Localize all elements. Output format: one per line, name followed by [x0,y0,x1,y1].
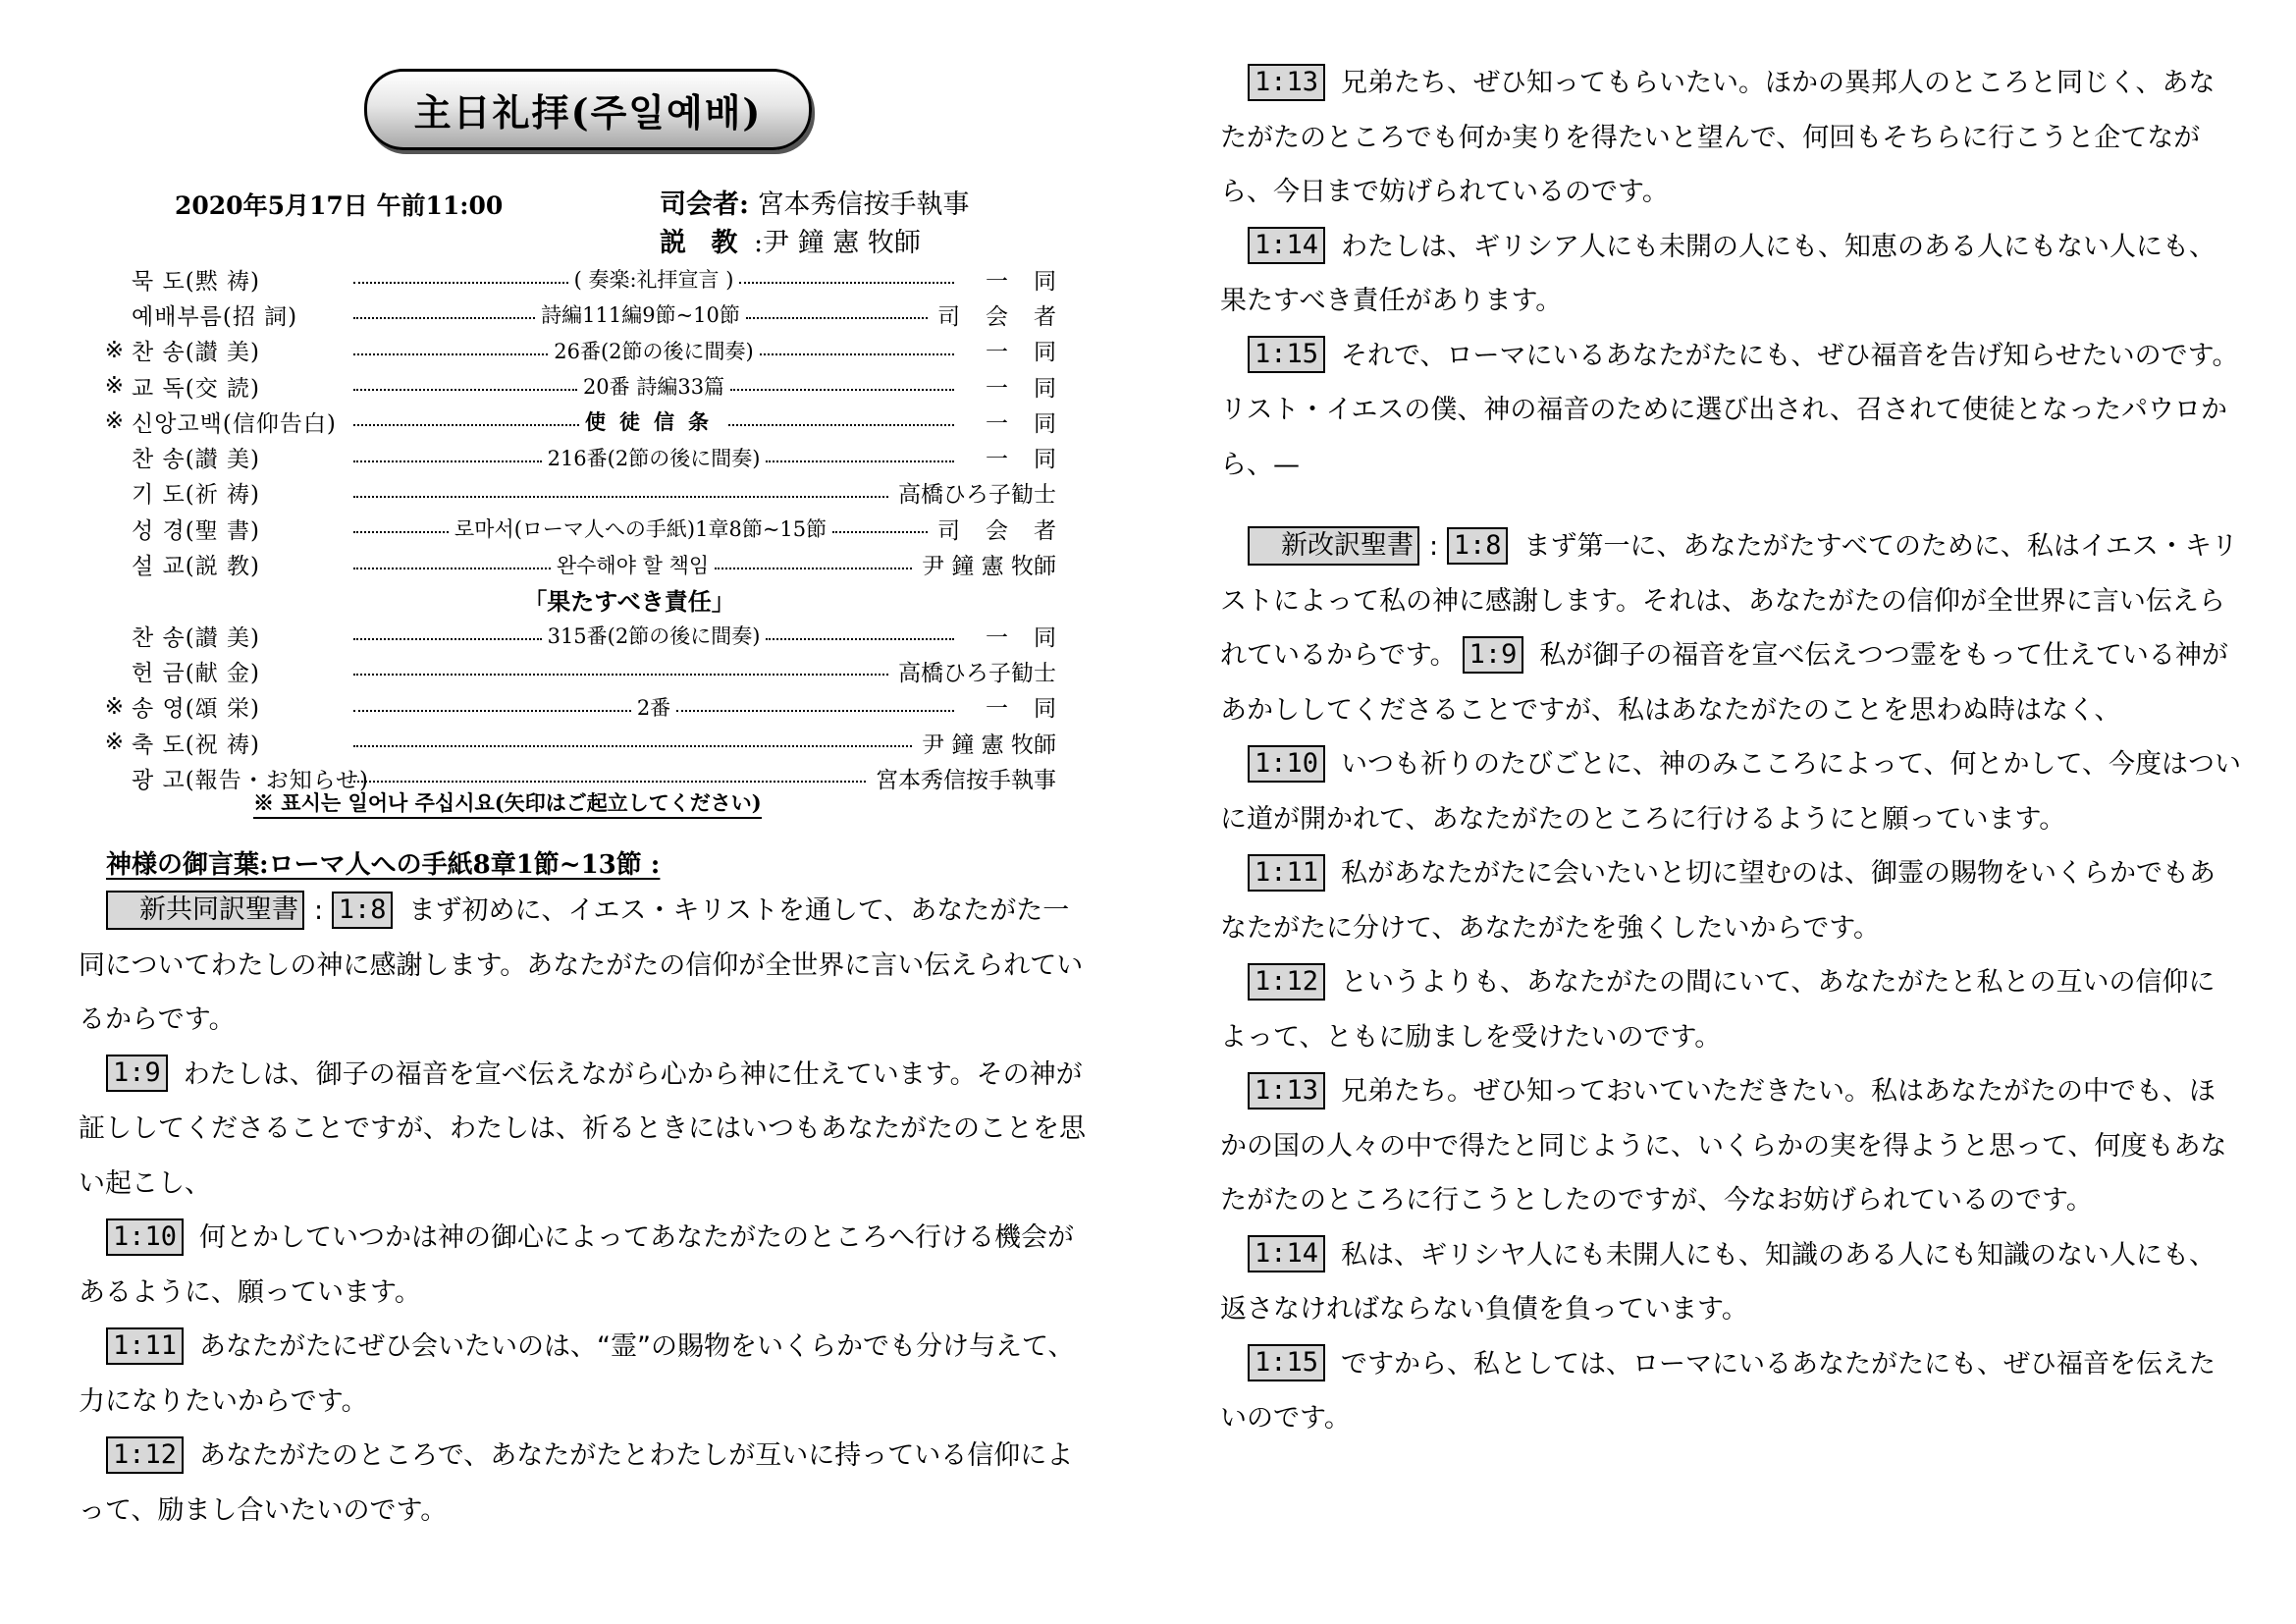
preacher-line [660,221,921,259]
order-item-leader: 宮本秀信按手執事 [876,767,1056,793]
reading-heading: 神様の御言葉:ローマ人への手紙8章1節~13節 : [106,850,661,880]
order-item-content: 완수해야 할 책임 [556,553,710,577]
verse-number: 1:8 [332,892,394,929]
preacher-name: :尹 鐘 憲 牧師 [754,228,921,258]
leader-dots [766,638,954,640]
leader-dots [353,282,568,284]
order-item-detail [347,264,960,294]
order-item-leader: 司会者 [937,517,1082,544]
order-row [84,404,1082,439]
leader-dots [353,781,866,783]
order-row [84,511,1082,546]
order-row [84,439,1082,474]
order-row [84,618,1082,653]
section-gap [1220,492,2241,519]
order-item-leader: 一同 [986,447,1082,473]
order-item-detail [347,692,960,722]
order-item-detail [347,741,918,743]
order-item-detail [347,621,960,650]
standing-note: ※ 표시는 일어나 주십시요(矢印はご起立してください) [253,787,762,819]
order-item-content: 20番 詩編33篇 [582,375,725,400]
verse-paragraph [79,1320,1088,1429]
order-row [84,653,1056,688]
order-item-content: 2番 [636,695,671,720]
verse-text: あなたがたのところで、あなたがたとわたしが互いに持っている信仰によって、励まし合いたいのです。 [79,1440,1074,1526]
bible-version-label: 新改訳聖書 [1248,526,1419,566]
leader-dots [739,282,954,284]
order-row [84,368,1082,404]
order-item-detail [347,336,960,365]
order-item-name: 송 영(頌 栄) [132,696,261,723]
verse-text: それで、ローマにいるあなたがたにも、ぜひ福音を告げ知らせたいのです。リスト・イエスの僕、神の福音のために選び出され、召されて使徒となったパウロから、— [1220,340,2239,480]
order-item-leader: 一同 [986,375,1082,402]
order-item-name: 광 고(報告・お知らせ) [132,767,370,793]
verse-text: まず初めに、イエス・キリストを通して、あなたがた一同についてわたしの神に感謝します。あなたがたの信仰が全世界に言い伝えられているからです。 [79,895,1084,1035]
verse-paragraph [1220,1337,2241,1446]
verse-text: あなたがたにぜひ会いたいのは、“霊”の賜物をいくらかでも分け与えて、力になりたいからです。 [79,1331,1075,1417]
leader-dots [353,424,579,426]
order-item-detail [347,406,960,436]
leader-dots [353,531,449,533]
left-verse-block [79,884,1088,1538]
order-item-name: 찬 송(讃 美) [132,624,261,651]
leader-dots [746,317,928,319]
verse-paragraph [1220,955,2241,1064]
order-item-name: 교 독(交 読) [132,375,261,402]
verse-paragraph [79,1429,1088,1538]
verse-number: 1:13 [1248,64,1325,101]
verse-paragraph [1220,846,2241,955]
order-item-name: 찬 송(讃 美) [132,447,261,473]
verse-paragraph: 新改訳聖書 : 1:8 まず第一に、あなたがたすべてのために、私はイエス・キリストによって私の神に感謝します。それは、あなたがたの信仰が全世界に言い伝えられているからです。 1:9 私が御子の福音を宣べ伝えつつ霊をもって仕えている神があかししてくださることですが、私はあなたがたのことを思わぬ時はなく、 [1220,519,2241,737]
order-item-detail [347,514,934,543]
verse-number: 1:11 [106,1327,184,1365]
verse-number: 1:11 [1248,854,1325,892]
leader-dots [353,674,888,676]
order-item-name: 헌 금(献 金) [132,660,261,686]
verse-number: 1:9 [1463,636,1524,674]
order-item-leader: 一同 [986,696,1082,723]
leader-dots [676,710,954,712]
verse-number: 1:12 [1248,963,1325,1001]
leader-dots [353,638,542,640]
order-item-detail [347,777,872,779]
leader-dots [353,568,551,569]
order-item-name: 축 도(祝 祷) [132,731,261,758]
leader-dots [766,460,954,462]
leader-dots [353,496,888,498]
leader-dots [760,353,954,355]
verse-number: 1:12 [106,1436,184,1474]
order-item-content: 216番(2節の後に間奏) [547,446,761,470]
sermon-title: 「果たすべき責任」 [523,587,735,617]
order-item-name: 신앙고백(信仰告白) [132,410,337,437]
verse-number: 1:15 [1248,1344,1325,1381]
order-item-name: 묵 도(黙 祷) [132,268,261,295]
verse-text: 私は、ギリシヤ人にも未開人にも、知識のある人にも知識のない人にも、返さなければならない負債を負っています。 [1220,1239,2216,1325]
order-item-leader: 一同 [986,410,1082,437]
verse-text: ですから、私としては、ローマにいるあなたがたにも、ぜひ福音を伝えたいのです。 [1220,1348,2216,1434]
order-item-name: 성 경(聖 書) [132,517,261,544]
stand-mark: ※ [104,730,124,755]
order-item-content: 詩編111編9節~10節 [541,303,740,328]
stand-mark: ※ [104,408,124,435]
order-item-detail [347,492,894,494]
leader-dots [730,389,954,391]
verse-number: 1:14 [1248,227,1325,264]
order-item-content: 26番(2節の後に間奏) [554,339,754,363]
order-row [84,297,1082,332]
leader-dots [353,353,548,355]
verse-paragraph [1220,1228,2241,1337]
leader-dots [353,710,631,712]
verse-text: 私が御子の福音を宣べ伝えつつ霊をもって仕えている神があかししてくださることですが、私はあなたがたのことを思わぬ時はなく、 [1220,640,2228,726]
order-of-service [84,261,1082,795]
order-item-content: 使徒信条 [585,409,722,435]
verse-text: というよりも、あなたがたの間にいて、あなたがたと私との互いの信仰によって、ともに励ましを受けたいのです。 [1220,967,2216,1053]
stand-mark: ※ [104,373,124,400]
verse-paragraph [1220,737,2241,846]
verse-text: まず第一に、あなたがたすべてのために、私はイエス・キリストによって私の神に感謝します。それは、あなたがたの信仰が全世界に言い伝えられているからです。 [1220,531,2238,671]
order-item-content: ( 奏楽:礼拝宣言 ) [573,268,734,293]
order-item-content: 로마서(ローマ人への手紙)1章8節~15節 [454,517,828,542]
right-verse-block [1220,56,2241,1446]
order-row [84,475,1056,511]
order-item-name: 설 교(説 教) [132,554,261,580]
verse-text: 何とかしていつかは神の御心によってあなたがたのところへ行ける機会があるように、願っています。 [79,1222,1075,1308]
leader-dots [353,460,542,462]
verse-text: いつも祈りのたびごとに、神のみこころによって、何とかして、今度はついに道が開かれて、あなたがたのところに行けるようにと願っています。 [1220,749,2241,835]
service-date: 2020年5月17日 午前11:00 [175,191,504,220]
verse-text: 兄弟たち、ぜひ知ってもらいたい。ほかの異邦人のところと同じく、あなたがたのところでも何か実りを得たいと望んで、何回もそちらに行こうと企てながら、今日まで妨げられているのです。 [1220,68,2216,207]
order-row [84,261,1082,297]
verse-paragraph [1220,329,2241,493]
order-row [84,333,1082,368]
verse-text: わたしは、ギリシア人にも未開の人にも、知恵のある人にもない人にも、果たすべき責任があります。 [1220,231,2216,316]
preacher-label: 説 教 [660,228,746,258]
verse-number: 1:8 [1447,527,1509,565]
verse-paragraph [1220,56,2241,220]
verse-text: 私があなたがたに会いたいと切に望むのは、御霊の賜物をいくらかでもあなたがたに分けて、あなたがたを強くしたいからです。 [1220,858,2216,944]
verse-number: 1:13 [1248,1072,1325,1110]
leader-dots [353,745,912,747]
order-row [84,689,1082,725]
presider-label: 司会者: [660,189,749,220]
order-item-name: 기 도(祈 祷) [132,482,261,509]
verse-paragraph [1220,220,2241,329]
leader-dots [832,531,928,533]
order-item-leader: 司会者 [937,303,1082,330]
order-item-leader: 高橋ひろ子勧士 [898,660,1056,686]
order-item-detail [347,550,918,579]
page-title: 主日礼拝(주일예배) [364,69,812,150]
order-row [84,725,1056,760]
order-item-detail [347,371,960,401]
order-item-leader: 尹 鐘 憲 牧師 [922,731,1056,758]
order-item-leader: 一同 [986,624,1082,651]
verse-paragraph [1220,1064,2241,1228]
presider-line [660,183,970,221]
leader-dots [353,317,535,319]
order-item-leader: 尹 鐘 憲 牧師 [922,554,1056,580]
verse-number: 1:14 [1248,1235,1325,1272]
verse-paragraph [79,1048,1088,1212]
leader-dots [715,568,912,569]
order-item-detail [347,299,934,329]
verse-number: 1:15 [1248,336,1325,373]
leader-dots [728,424,954,426]
order-item-leader: 一同 [986,268,1082,295]
stand-mark: ※ [104,337,124,363]
verse-paragraph [79,1211,1088,1320]
order-item-name: 예배부름(招 詞) [132,303,298,330]
verse-number: 1:9 [106,1055,168,1092]
verse-text: わたしは、御子の福音を宣べ伝えながら心から神に仕えています。その神が証ししてくださることですが、わたしは、祈るときにはいつもあなたがたのことを思い起こし、 [79,1058,1086,1199]
order-item-leader: 高橋ひろ子勧士 [898,482,1056,509]
leader-dots [353,389,577,391]
order-item-content: 315番(2節の後に間奏) [547,624,761,649]
order-item-detail [347,443,960,472]
order-item-name: 찬 송(讃 美) [132,340,261,366]
presider-name: 宮本秀信按手執事 [757,189,970,220]
order-item-detail [347,670,894,672]
bible-version-label: 新共同訳聖書 [106,891,304,930]
verse-number: 1:10 [1248,745,1325,783]
stand-mark: ※ [104,693,124,720]
verse-paragraph: 新共同訳聖書 : 1:8 まず初めに、イエス・キリストを通して、あなたがた一同についてわたしの神に感謝します。あなたがたの信仰が全世界に言い伝えられているからです。 [79,884,1088,1048]
order-row [84,546,1056,581]
verse-number: 1:10 [106,1218,184,1256]
verse-text: 兄弟たち。ぜひ知っておいていただきたい。私はあなたがたの中でも、ほかの国の人々の中で得たと同じように、いくらかの実を得ようと思って、何度もあなたがたのところに行こうとしたのですが、今なお妨げられているのです。 [1220,1076,2227,1216]
order-item-leader: 一同 [986,340,1082,366]
